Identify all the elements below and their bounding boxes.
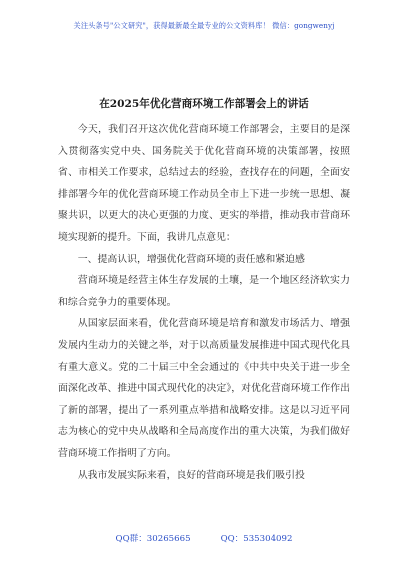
section-heading-1: 一、提高认识，增强优化营商环境的责任感和紧迫感 [77, 253, 305, 265]
footer-qq-number: QQ：535304092 [220, 534, 293, 544]
footer-contacts [0, 532, 408, 544]
footer-qq-group: QQ群：30265665 [115, 534, 191, 544]
body-paragraph: 营商环境是经营主体生存发展的土壤，是一个地区经济软实力和综合竞争力的重要体现。 [58, 275, 350, 308]
body-paragraph: 从国家层面来看，优化营商环境是培育和激发市场活力、增强发展内生动力的关键之举，对于以高质量发展推进中国式现代化具有重大意义。党的二十届三中全会通过的《中共中央关于进一步全面深化改革、推进中国式现代化的决定》，对优化营商环境工作作出了新的部署，提出了一系列重点举措和战略安排。这是以习近平同志为核心的党中央从战略和全局高度作出的重大决策，为我们做好营商环境工作指明了方向。 [58, 318, 350, 459]
intro-paragraph: 今天，我们召开这次优化营商环境工作部署会，主要目的是深入贯彻落实党中央、国务院关于优化营商环境的决策部署，按照省、市相关工作要求，总结过去的经验，查找存在的问题，全面安排部署今年的优化营商环境工作动员全市上下进一步统一思想、凝聚共识，以更大的决心更强的力度、更实的举措，推动我市营商环境实现新的提升。下面，我讲几点意见： [58, 124, 350, 243]
document-body [58, 119, 350, 486]
document-title: 在2025年优化营商环境工作部署会上的讲话 [99, 98, 309, 110]
body-paragraph: 从我市发展实际来看，良好的营商环境是我们吸引投 [77, 469, 305, 481]
header-banner: 关注头条号"公文研究"，获得最新最全最专业的公文资料库！ 微信：gongwenyj [73, 21, 335, 30]
